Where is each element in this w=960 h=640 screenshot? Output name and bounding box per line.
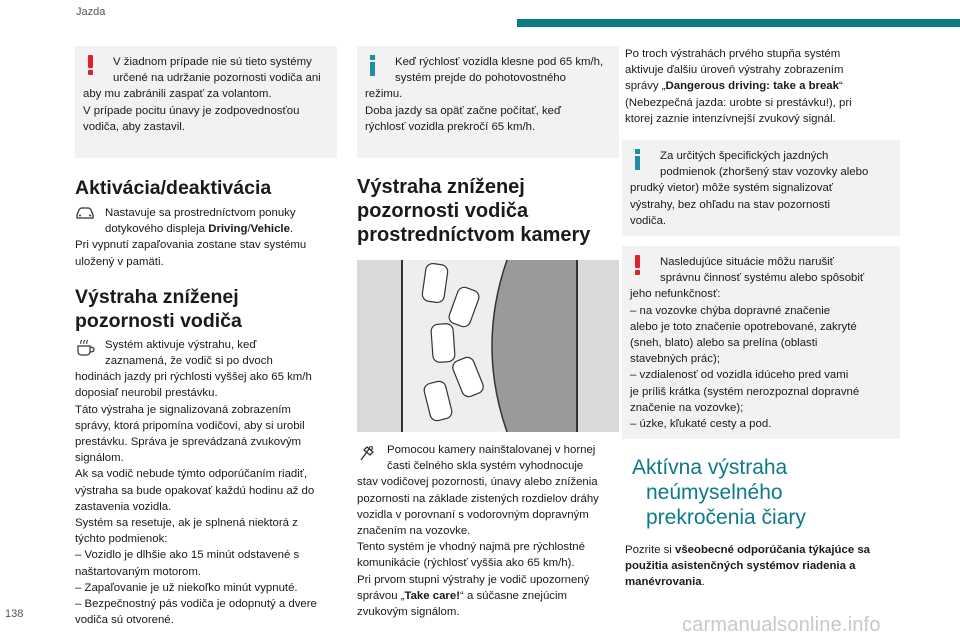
info-line: Za určitých špecifických jazdných <box>660 150 829 163</box>
refer-link: všeobecné odporúčania týkajúce sa <box>675 544 871 557</box>
warning-line: správnu činnosť systému alebo spôsobiť <box>660 272 865 285</box>
alert-line: zaznamená, že vodič si po dvoch <box>105 355 273 368</box>
info-box <box>357 46 619 158</box>
alert-line: doposiaľ neurobil prestávku. <box>75 387 218 400</box>
warning-line: stavebných prác); <box>630 353 720 366</box>
info-line: režimu. <box>365 88 403 101</box>
period: . <box>701 576 705 589</box>
info-line: Keď rýchlosť vozidla klesne pod 65 km/h, <box>395 56 604 68</box>
camera-icon <box>357 443 377 463</box>
info-line: výstrahy, bez ohľadu na stav pozornosti <box>630 198 831 211</box>
alert-line: Systém sa resetuje, ak je splnená niektorá z <box>75 517 298 530</box>
activation-line: uložený v pamäti. <box>75 255 164 268</box>
info-icon <box>635 149 641 170</box>
header-accent-bar <box>517 19 960 27</box>
activation-line: Nastavuje sa prostredníctvom ponuky <box>105 207 296 219</box>
lane-heading-line: Aktívna výstraha <box>632 456 788 480</box>
camera-line: značením na vozovke. <box>357 525 471 538</box>
warning-box <box>75 46 337 158</box>
camera-line: Pomocou kamery nainštalovanej v hornej <box>387 444 596 456</box>
lane-drift-illustration <box>357 260 619 432</box>
alert-line: – Zapaľovanie je už niekoľko minút vypnuté. <box>75 581 298 594</box>
activation-line: dotykového displeja <box>105 223 209 236</box>
alert-line: hodinách jazdy pri rýchlosti vyššej ako 65 km/h <box>75 371 312 384</box>
refer-line: Pozrite si <box>625 544 676 557</box>
warning-line: určené na udržanie pozornosti vodiča ani <box>113 72 321 85</box>
escalation-text <box>622 46 902 127</box>
camera-line: Pri prvom stupni výstrahy je vodič upozornený <box>357 573 590 586</box>
escalation-line: (Nebezpečná jazda: urobte si prestávku!), pri <box>625 96 852 109</box>
camera-line: časti čelného skla systém vyhodnocuje <box>387 460 584 473</box>
warning-line: je príliš krátka (systém nerozpoznal dopravné <box>630 385 860 398</box>
info-line: Doba jazdy sa opäť začne počítať, keď <box>365 104 562 117</box>
info-line: systém prejde do pohotovostného <box>395 72 566 85</box>
info-box-conditions <box>622 140 900 236</box>
coffee-cup-icon <box>75 338 97 358</box>
column-2 <box>357 46 619 620</box>
info-line: vodiča. <box>630 214 667 227</box>
camera-line: pozornosti na základe zistených rozdielov dráhy <box>357 492 599 505</box>
camera-text <box>357 442 619 620</box>
warning-box-limitations <box>622 246 900 439</box>
alert-line: – Bezpečnostný pás vodiča je odopnutý a dvere <box>75 598 317 611</box>
alert-line: správy, ktorá pripomína vodičovi, aby si urobil <box>75 419 305 432</box>
page-number: 138 <box>5 608 24 620</box>
warning-line: – na vozovke chýba dopravné značenie <box>630 304 831 317</box>
camera-line: Tento systém je vhodný najmä pre rýchlostné <box>357 541 585 554</box>
alert-heading <box>75 285 337 333</box>
camera-line: zvukovým signálom. <box>357 606 460 619</box>
warning-line: V žiadnom prípade nie sú tieto systémy <box>113 56 312 68</box>
alert-line: signálom. <box>75 452 124 465</box>
take-care-message: Take care! <box>404 589 460 602</box>
camera-line: správou „ <box>357 589 405 602</box>
refer-link: použitia asistenčných systémov riadenia a <box>625 560 856 573</box>
info-line: rýchlosť vozidla prekročí 65 km/h. <box>365 120 536 133</box>
warning-line: V prípade pocitu únavy je zodpovednosťou <box>83 104 300 117</box>
menu-driving: Driving <box>208 223 248 236</box>
camera-line: “ a súčasne znejúcim <box>460 589 567 602</box>
alert-heading-line: pozornosti vodiča <box>75 309 242 332</box>
lane-departure-heading <box>622 455 902 530</box>
alert-line: naštartovaným motorom. <box>75 565 201 578</box>
quote-mark: “ <box>838 80 843 93</box>
alert-line: prestávku. Správa je sprevádzaná zvukovým <box>75 436 302 449</box>
warning-line: značenie na vozovke); <box>630 401 744 414</box>
camera-line: stav vodičovej pozornosti, únavy alebo zníženia <box>357 476 598 489</box>
column-3 <box>622 46 902 591</box>
warning-line: – úzke, kľukaté cesty a pod. <box>630 418 772 431</box>
car-icon <box>75 206 95 220</box>
escalation-line: aktivuje ďalšiu úroveň výstrahy zobrazením <box>625 64 844 77</box>
alert-line: vodiča sú otvorené. <box>75 614 174 627</box>
warning-line: alebo je toto značenie opotrebované, zakryté <box>630 320 857 333</box>
column-1 <box>75 46 337 628</box>
alert-line: – Vozidlo je dlhšie ako 15 minút odstavené s <box>75 549 300 562</box>
alert-text <box>75 337 337 629</box>
info-line: prudký vietor) môže systém signalizovať <box>630 182 834 195</box>
alert-line: výstraha sa bude opakovať každú hodinu až do <box>75 484 315 497</box>
refer-text <box>622 542 902 591</box>
activation-text <box>75 205 337 270</box>
info-line: podmienok (zhoršený stav vozovky alebo <box>660 166 869 179</box>
camera-line: vozidla v porovnaní s vodorovným dopravným <box>357 508 589 521</box>
alert-line: Táto výstraha je signalizovaná zobrazením <box>75 403 291 416</box>
period: . <box>289 223 294 236</box>
warning-icon <box>88 55 94 75</box>
escalation-line: správy „ <box>625 80 666 93</box>
lane-heading-line: prekročenia čiary <box>646 506 806 530</box>
activation-heading: Aktivácia/deaktivácia <box>75 177 272 199</box>
warning-line: – vzdialenosť od vozidla idúceho pred vami <box>630 369 849 382</box>
camera-heading-line: prostredníctvom kamery <box>357 224 591 246</box>
warning-line: Nasledujúce situácie môžu narušiť <box>660 256 834 269</box>
camera-heading-line: pozornosti vodiča <box>357 200 529 222</box>
running-header: Jazda <box>76 6 106 18</box>
camera-heading <box>357 175 619 247</box>
warning-line: aby mu zabránili zaspať za volantom. <box>83 88 272 101</box>
escalation-line: ktorej zaznie intenzívnejší zvukový signál. <box>625 112 836 125</box>
slash: / <box>247 223 251 236</box>
camera-line: komunikácie (rýchlosť vyššia ako 65 km/h). <box>357 557 575 570</box>
activation-line: Pri vypnutí zapaľovania zostane stav systému <box>75 239 307 252</box>
alert-line: zastavenia vozidla. <box>75 500 172 513</box>
info-icon <box>370 55 376 76</box>
alert-heading-line: Výstraha zníženej <box>75 285 239 308</box>
alert-line: Systém aktivuje výstrahu, keď <box>105 338 257 351</box>
dangerous-driving-message: Dangerous driving: take a break <box>665 80 839 93</box>
watermark: carmanualsonline.info <box>682 614 881 636</box>
camera-heading-line: Výstraha zníženej <box>357 176 525 198</box>
warning-line: (sneh, blato) alebo sa prelína (oblasti <box>630 337 818 350</box>
refer-link: manévrovania <box>625 576 702 589</box>
lane-heading-line: neúmyselného <box>646 481 783 505</box>
warning-line: vodiča, aby zastavil. <box>83 120 185 133</box>
alert-line: Ak sa vodič nebude týmto odporúčaním riadiť, <box>75 468 308 481</box>
warning-icon <box>635 255 641 275</box>
warning-line: jeho nefunkčnosť: <box>630 288 721 301</box>
menu-vehicle: Vehicle <box>250 223 290 236</box>
alert-line: týchto podmienok: <box>75 533 168 546</box>
escalation-line: Po troch výstrahách prvého stupňa systém <box>625 48 841 60</box>
